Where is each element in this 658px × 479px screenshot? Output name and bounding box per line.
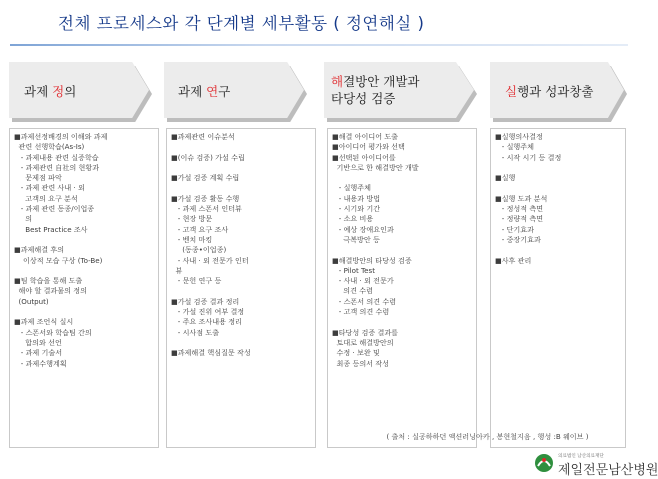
activity-line: - 중장기효과: [495, 234, 541, 244]
activity-line: - 과제 스폰서 인터뷰: [171, 204, 242, 214]
source-citation: ( 출처 : 실공하하던 액션러닝아카 , 봉현철지음 , 행성 :B 웨이브 ): [386, 432, 589, 441]
activity-line: ■과제해결 후의: [14, 245, 65, 255]
activity-line: - 문헌 연구 등: [171, 276, 222, 286]
line-spacer: [495, 163, 623, 173]
line-spacer: [14, 235, 156, 245]
activity-line: 극복방안 등: [332, 234, 380, 244]
hospital-logo-icon: [534, 453, 554, 473]
activity-line: ■과제선정배경의 이해와 과제: [14, 132, 108, 141]
activity-line: 기반으로 한 해결방안 개발: [332, 162, 419, 172]
activity-line: - 과제관련 自社의 현황과: [14, 162, 100, 172]
line-spacer: [171, 286, 313, 296]
activity-line: ■가설 검증 결과 정리: [171, 296, 240, 306]
activity-line: - 가설 진위 여부 결정: [171, 307, 245, 317]
activity-line: - 실행주체: [332, 183, 371, 193]
activity-line: ■과제해결 핵심질문 작성: [171, 348, 251, 358]
activity-line: ■팀 학습을 통해 도출: [14, 276, 83, 286]
activity-line: - 사내 · 외 전문가: [332, 276, 394, 286]
activity-line: - 실행주체: [495, 142, 534, 152]
line-spacer: [171, 142, 313, 152]
activity-line: 수정 · 보완 및: [332, 348, 380, 358]
activity-line: - 고객 의견 수렴: [332, 307, 390, 317]
phase-definition-label: 과제 정의: [24, 84, 77, 99]
activity-line: 의견 수렴: [332, 286, 373, 296]
line-spacer: [332, 173, 474, 183]
activity-line: 해야 할 결과물의 정의: [14, 286, 87, 296]
line-spacer: [171, 338, 313, 348]
activity-line: 토대로 해결방안의: [332, 337, 394, 347]
activity-line: 관련 선행학습(As-Is): [14, 142, 85, 152]
activity-line: - 고객 요구 조사: [171, 224, 229, 234]
activity-line: - 시작 시기 등 결정: [495, 152, 562, 162]
activity-line: 최종 등의서 작성: [332, 358, 389, 368]
phase-solution-arrow: [324, 62, 474, 118]
column-research-text: [171, 132, 313, 359]
activity-line: 문제점 파악: [14, 173, 62, 183]
logo-foundation-name: 의료법인 남산의료재단: [558, 454, 604, 459]
column-execution: [490, 128, 626, 448]
activity-line: ■가설 검증 계획 수립: [171, 173, 240, 183]
activity-line: (동종•이업종): [171, 245, 227, 255]
title-divider: [10, 44, 628, 46]
phase-execution-label: 실행과 성과창출: [505, 84, 594, 99]
activity-line: ■가설 검증 활동 수행: [171, 193, 240, 203]
activity-line: (Output): [14, 296, 49, 306]
activity-line: - 과제 관련 사내 · 외: [14, 183, 85, 193]
activity-line: - 시사점 도출: [171, 327, 220, 337]
activity-line: 고객의 요구 분석: [14, 193, 78, 203]
column-execution-text: [495, 132, 623, 266]
activity-line: 합의와 선언: [14, 337, 62, 347]
activity-line: - 과제 관련 동종/이업종: [14, 204, 95, 214]
line-spacer: [171, 183, 313, 193]
phase-research-label: 과제 연구: [178, 84, 231, 99]
activity-line: - 정성적 측면: [495, 204, 544, 214]
activity-line: 의: [14, 214, 33, 224]
activity-line: - 소요 비용: [332, 214, 374, 224]
activity-line: - 사내 · 외 전문가 인터: [171, 255, 249, 265]
line-spacer: [495, 183, 623, 193]
activity-line: ■사후 관리: [495, 255, 532, 265]
activity-line: - 과제내용 관련 실증학습: [14, 152, 99, 162]
activity-line: - 내용과 방법: [332, 193, 381, 203]
logo-hospital-name: 제일전문남산병원: [558, 463, 658, 478]
activity-line: Best Practice 조사: [14, 224, 88, 234]
hospital-logo: [534, 450, 658, 478]
activity-line: - 벤치 마킹: [171, 234, 213, 244]
activity-line: ■아이디어 평가와 선택: [332, 142, 405, 152]
activity-line: - 예상 장애요인과: [332, 224, 394, 234]
activity-line: ■과제관련 이슈분석: [171, 132, 235, 141]
activity-line: - 정량적 측면: [495, 214, 544, 224]
phase-solution-label: 해결방안 개발과: [331, 74, 420, 89]
page-title: 전체 프로세스와 각 단계별 세부활동 ( 정연해실 ): [58, 14, 425, 33]
column-solution: [327, 128, 477, 448]
line-spacer: [14, 307, 156, 317]
activity-line: ■(이슈 검증) 가설 수립: [171, 152, 245, 162]
activity-line: - Pilot Test: [332, 265, 375, 275]
activity-line: ■과제 조언식 실시: [14, 317, 74, 327]
activity-line: - 주요 조사내용 정리: [171, 317, 242, 327]
activity-line: 이상적 모습 구상 (To-Be): [14, 255, 103, 265]
column-definition-text: [14, 132, 156, 369]
activity-line: - 과제수행계획: [14, 358, 67, 368]
activity-line: ■해결방안의 타당성 검증: [332, 255, 412, 265]
activity-line: ■실행의사결정: [495, 132, 543, 141]
activity-line: - 시기와 기간: [332, 204, 381, 214]
line-spacer: [332, 245, 474, 255]
activity-line: - 스폰서 의견 수렴: [332, 296, 397, 306]
activity-line: ■타당성 검증 결과를: [332, 327, 399, 337]
activity-line: - 스폰서와 학습팀 간의: [14, 327, 92, 337]
line-spacer: [14, 266, 156, 276]
line-spacer: [495, 245, 623, 255]
activity-line: ■해결 아이디어 도출: [332, 132, 399, 141]
column-research: [166, 128, 316, 448]
line-spacer: [332, 317, 474, 327]
activity-line: ■실행 도과 분석: [495, 193, 548, 203]
column-definition: [9, 128, 159, 448]
activity-line: - 과제 기술서: [14, 348, 63, 358]
activity-line: - 현장 방문: [171, 214, 213, 224]
activity-line: 뷰: [171, 265, 183, 275]
activity-line: ■선택된 아이디어를: [332, 152, 396, 162]
phase-solution-label-line2: 타당성 검증: [331, 91, 396, 106]
line-spacer: [171, 163, 313, 173]
column-solution-text: [332, 132, 474, 369]
activity-line: ■실행: [495, 173, 516, 183]
activity-line: - 단기효과: [495, 224, 534, 234]
